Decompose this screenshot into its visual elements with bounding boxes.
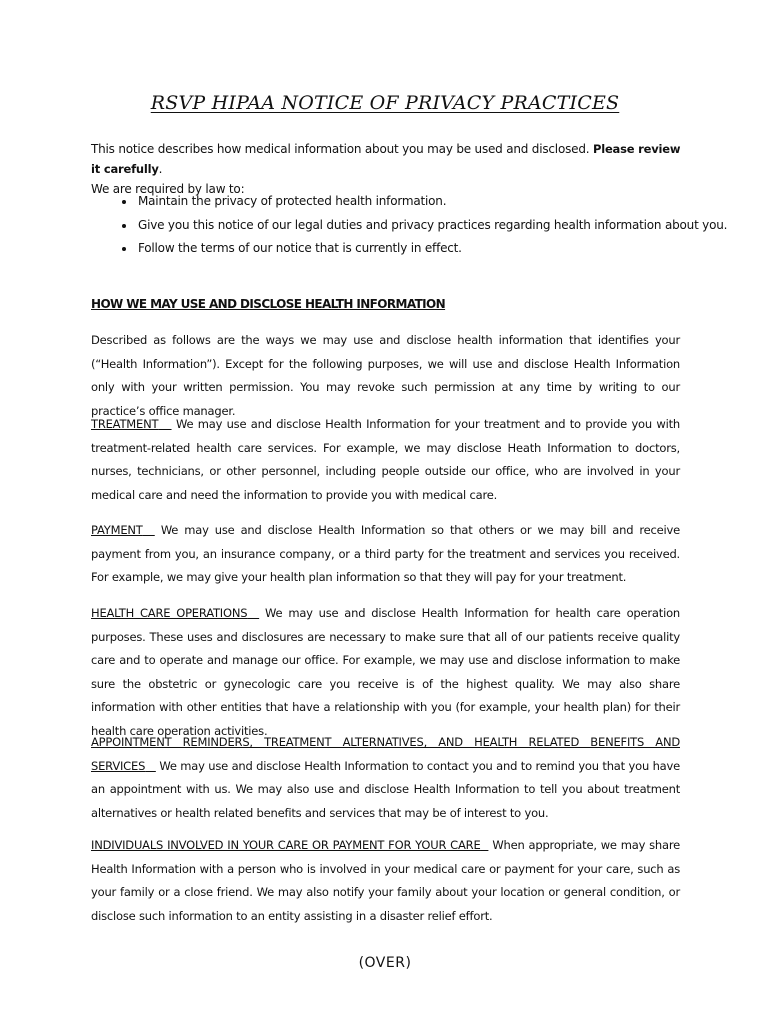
list-item: • Give you this notice of our legal duties and privacy practices regarding health information about you.: [136, 214, 736, 238]
paragraph-text: We may use and disclose Health Information for health care operation purposes. These uses and disclosures are necessary to make sure that all of our patients receive quality care and to operate and manage our office. For example, we may use and disclose information to make sure the obstetric or gynecologic care you receive is of the highest quality. We may also share information with other entities that have a relationship with you (for example, your health plan) for their health care operation activities.: [91, 606, 680, 738]
paragraph-lead: APPOINTMENT REMINDERS, TREATMENT ALTERNATIVES, AND HEALTH RELATED BENEFITS AND SERVICES: [91, 735, 680, 773]
intro-end: .: [158, 162, 163, 176]
intro-text: This notice describes how medical information about you may be used and disclosed.: [91, 142, 590, 156]
paragraph-text: We may use and disclose Health Information so that others or we may bill and receive payment from you, an insurance company, or a third party for the treatment and services you received. For example, we may give your health plan information so that they will pay for your treatment.: [91, 523, 680, 584]
paragraph-lead: HEALTH CARE OPERATIONS: [91, 606, 248, 620]
paragraph-reminders: [91, 731, 680, 825]
paragraph-operations: [91, 602, 680, 743]
paragraph-lead: PAYMENT: [91, 523, 143, 537]
paragraph-treatment: [91, 413, 680, 507]
paragraph-text: We may use and disclose Health Information to contact you and to remind you that you have an appointment with us. We may also use and disclose Health Information to tell you about treatment alternatives or health related benefits and services that may be of interest to you.: [91, 758, 680, 820]
list-item: • Maintain the privacy of protected health information.: [136, 190, 736, 214]
paragraph-lead: TREATMENT: [91, 417, 159, 431]
intro-line2: We are required by law to:: [91, 182, 245, 196]
paragraph-payment: [91, 519, 680, 590]
paragraph-lead: INDIVIDUALS INVOLVED IN YOUR CARE OR PAYMENT FOR YOUR CARE: [91, 838, 481, 852]
section-heading: HOW WE MAY USE AND DISCLOSE HEALTH INFORMATION: [91, 297, 446, 311]
list-item: • Follow the terms of our notice that is currently in effect.: [136, 237, 736, 261]
paragraph-intro-uses: [91, 329, 680, 423]
paragraph-individuals: [91, 834, 680, 928]
page-footer: (OVER): [358, 955, 412, 971]
intro-emphasis: Please review it carefully: [91, 142, 681, 176]
paragraph-text: We may use and disclose Health Information for your treatment and to provide you with treatment-related health care services. For example, we may disclose Heath Information to doctors, nurses, technicians, or other personnel, including people outside our office, who are involved in your medical care and need the information to provide you with medical care.: [91, 417, 680, 502]
page-title: RSVP HIPAA NOTICE OF PRIVACY PRACTICES: [150, 92, 620, 114]
paragraph-text: Described as follows are the ways we may use and disclose health information that identifies your (“Health Information”). Except for the following purposes, we will use and disclose Health Information only with your written permission. You may revoke such permission at any time by writing to our practice’s office manager.: [91, 333, 680, 418]
paragraph-text: When appropriate, we may share Health Information with a person who is involved in your medical care or payment for your care, such as your family or a close friend. We may also notify your family about your location or general condition, or disclose such information to an entity assisting in a disaster relief effort.: [91, 838, 680, 923]
duties-list: [108, 190, 736, 261]
